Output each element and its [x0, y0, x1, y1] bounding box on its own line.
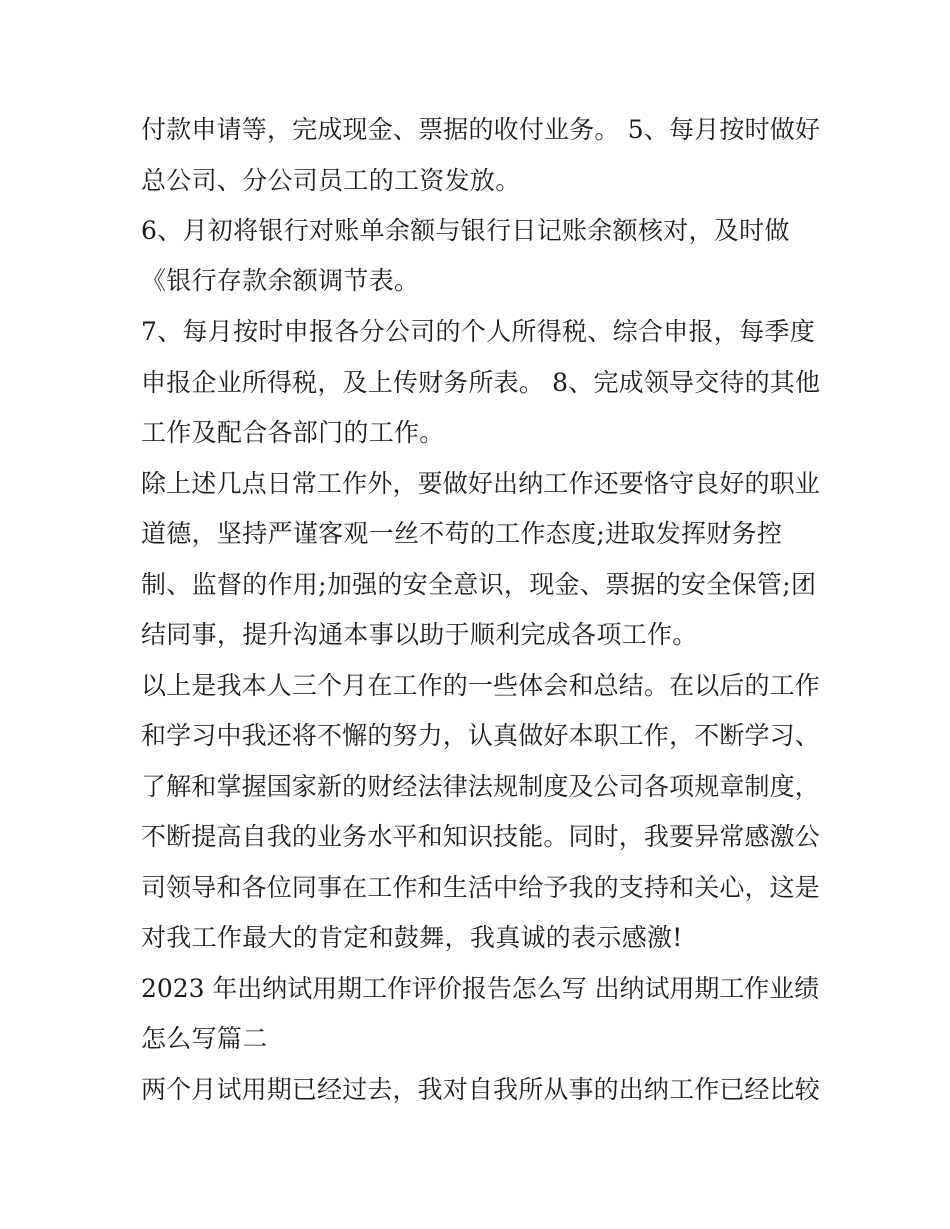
text-line: 7、每月按时申报各分公司的个人所得税、综合申报，每季度: [141, 317, 816, 346]
text-line: 《银行存款余额调节表。: [141, 266, 420, 295]
text-line: 工作及配合各部门的工作。: [141, 418, 445, 447]
text-line: 道德，坚持严谨客观一丝不苟的工作态度;进取发挥财务控: [141, 519, 783, 548]
text-line: 司领导和各位同事在工作和生活中给予我的支持和关心，这是: [141, 873, 820, 902]
text-line: 和学习中我还将不懈的努力，认真做好本职工作，不断学习、: [141, 721, 820, 750]
text-line: 对我工作最大的肯定和鼓舞，我真诚的表示感激!: [141, 923, 683, 952]
text-line: 了解和掌握国家新的财经法律法规制度及公司各项规章制度，: [141, 772, 820, 801]
text-line: 申报企业所得税，及上传财务所表。 8、完成领导交待的其他: [141, 368, 821, 397]
text-line: 以上是我本人三个月在工作的一些体会和总结。在以后的工作: [141, 671, 820, 700]
text-line: 总公司、分公司员工的工资发放。: [141, 166, 521, 195]
text-line: 2023 年出纳试用期工作评价报告怎么写 出纳试用期工作业绩: [141, 974, 820, 1003]
text-line: 除上述几点日常工作外，要做好出纳工作还要恪守良好的职业: [141, 469, 820, 498]
text-line: 两个月试用期已经过去，我对自我所从事的出纳工作已经比较: [141, 1075, 820, 1104]
text-line: 6、月初将银行对账单余额与银行日记账余额核对，及时做: [141, 216, 790, 245]
text-line: 结同事，提升沟通本事以助于顺利完成各项工作。: [141, 620, 698, 649]
text-line: 付款申请等，完成现金、票据的收付业务。 5、每月按时做好: [141, 115, 821, 144]
text-line: 不断提高自我的业务水平和知识技能。同时，我要异常感激公: [141, 822, 820, 851]
text-line: 怎么写篇二: [141, 1024, 268, 1053]
text-line: 制、监督的作用;加强的安全意识，现金、票据的安全保管;团: [141, 570, 817, 599]
